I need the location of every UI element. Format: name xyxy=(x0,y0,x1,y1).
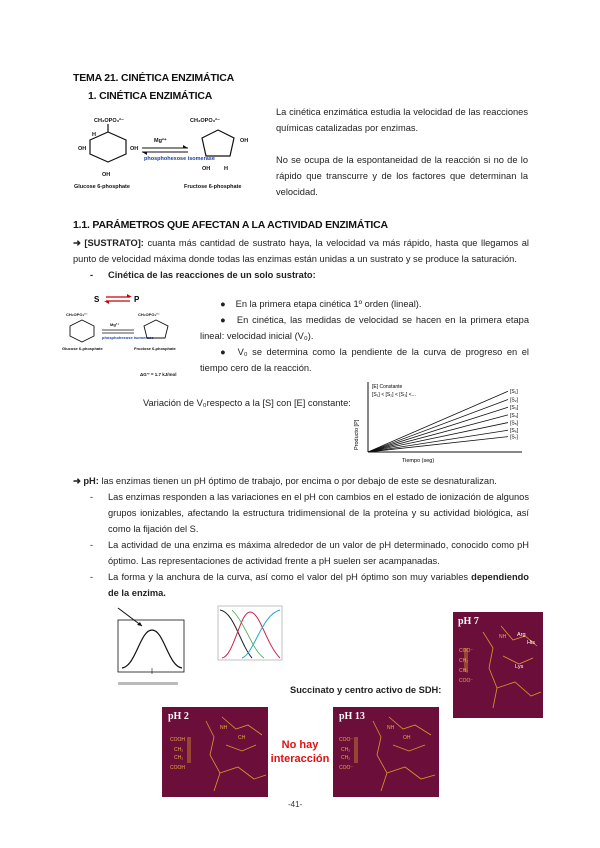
p-symbol: P xyxy=(134,295,140,304)
series-line-5 xyxy=(368,423,508,452)
section1-heading: 1. CINÉTICA ENZIMÁTICA xyxy=(88,90,213,102)
legend-order: [S₁] < [S₂] < [S₃] <... xyxy=(372,392,416,398)
ionization-curves-figure xyxy=(212,604,284,666)
series-label-5: [S₅] xyxy=(510,420,519,427)
glucose-h: H xyxy=(92,132,96,138)
fructose-oh-bottom: OH xyxy=(202,166,211,172)
ph2-structure xyxy=(162,707,268,797)
glucose-label: Glucose 6-phosphate xyxy=(74,184,130,190)
sp-glucose-label: Glucose 6-phosphate xyxy=(62,346,103,351)
ph7-nh: NH xyxy=(499,634,507,640)
bullet-item-2: ● En cinética, las medidas de velocidad se hacen en la primera etapa lineal: velocidad inicial (V₀). xyxy=(200,315,529,341)
intro-paragraph-1: La cinética enzimática estudia la velocidad de las reacciones químicas catalizadas por enzimas. xyxy=(276,107,528,133)
ph13-coo-1: COO⁻ xyxy=(339,737,354,743)
fructose-h: H xyxy=(224,166,228,172)
ph-list-item-1: - Las enzimas responden a las variaciones en el pH con cambios en el estado de ionización de algunos grupos ionizables, afectando la estructura tridimensional de la proteína y su actividad biológica, así como la fijación del S. xyxy=(90,489,529,537)
ph2-panel xyxy=(162,707,268,797)
ph7-ch2-1: CH₂ xyxy=(459,658,469,664)
ph2-ch2-2: CH₂ xyxy=(174,755,184,761)
glucose-fructose-reaction-figure xyxy=(72,106,272,194)
s-p-reaction-figure xyxy=(62,290,212,382)
ph-list-item-3: - La forma y la anchura de la curva, así como el valor del pH óptimo son muy variables dependiendo de la enzima. xyxy=(90,569,529,601)
legend-constant: [E] Constante xyxy=(372,384,403,390)
product-vs-time-chart xyxy=(338,378,532,464)
ph13-coo-2: COO⁻ xyxy=(339,765,354,771)
variation-text: Variación de V₀respecto a la [S] con [E] constante: xyxy=(143,398,351,408)
bullet-item-3: ● V₀ se determina como la pendiente de la curva de progreso en el tiempo cero de la reacción. xyxy=(200,347,529,373)
page-number: -41- xyxy=(288,800,303,809)
series-label-2: [S₂] xyxy=(510,397,519,404)
ph2-cooh-1: COOH xyxy=(170,737,185,743)
glucose-oh-right: OH xyxy=(130,146,139,152)
s-symbol: S xyxy=(94,295,100,304)
ph2-nh: NH xyxy=(220,725,228,731)
series-line-1 xyxy=(368,391,508,452)
series-line-3 xyxy=(368,407,508,452)
page-title: TEMA 21. CINÉTICA ENZIMÁTICA xyxy=(73,72,235,84)
sustrato-paragraph xyxy=(73,235,529,267)
kinetics-bullets xyxy=(200,296,529,376)
ph-intro-text: las enzimas tienen un pH óptimo de trabajo, por encima o por debajo de este se desnaturalizan. xyxy=(98,476,497,486)
bell-curve-line xyxy=(122,630,182,668)
activity-vs-ph-bell-curve xyxy=(106,604,192,688)
ph7-his: His xyxy=(527,640,535,646)
delta-g: ΔG'° = 1.7 kJ/mol xyxy=(140,372,177,377)
ph7-arg: Arg xyxy=(517,632,526,638)
series-label-4: [S₄] xyxy=(510,412,519,419)
ph7-coo-1: COO⁻ xyxy=(459,648,474,654)
sp-fructose-group: CH₂OPO₃²⁻ xyxy=(138,312,160,317)
ph13-ch2-1: CH₂ xyxy=(341,747,351,753)
glucose-group: CH₂OPO₃²⁻ xyxy=(94,118,124,124)
intro-paragraph-2: No se ocupa de la espontaneidad de la reacción si no de lo rápido que transcurre y de los factores que determinan la velocidad. xyxy=(276,155,528,197)
mg-cofactor: Mg²⁺ xyxy=(154,138,167,144)
sp-glucose-group: CH₂OPO₃²⁻ xyxy=(66,312,88,317)
pointer-arrow xyxy=(118,608,142,626)
no-interaction-label: No hay interacción xyxy=(270,739,330,765)
ph-intro xyxy=(73,473,529,489)
fructose-oh-right: OH xyxy=(240,138,249,144)
sp-cofactor: Mg²⁺ xyxy=(110,322,120,327)
ph13-oh: OH xyxy=(403,735,411,741)
ph7-ch2-2: CH₂ xyxy=(459,668,469,674)
sp-enzyme: phosphohexose isomerase xyxy=(102,335,154,340)
ph13-structure xyxy=(333,707,439,797)
ph7-coo-2: COO⁻ xyxy=(459,678,474,684)
ph13-nh: NH xyxy=(387,725,395,731)
succinato-caption: Succinato y centro activo de SDH: xyxy=(290,685,442,695)
ph-list xyxy=(90,489,529,601)
ph7-panel xyxy=(453,612,543,718)
ph-list-item-2: - La actividad de una enzima es máxima alrededor de un valor de pH determinado, conocido como pH óptimo. Las representaciones de actividad frente a pH suelen ser acampanadas. xyxy=(90,537,529,569)
ph13-panel xyxy=(333,707,439,797)
bell-xlabel-placeholder xyxy=(118,682,178,685)
ph2-ch2-1: CH₂ xyxy=(174,747,184,753)
series-label-7: [S₇] xyxy=(510,434,518,441)
ph13-ch2-2: CH₂ xyxy=(341,755,351,761)
sustrato-label: ➜ [SUSTRATO]: xyxy=(73,238,144,248)
ph7-lys: Lys xyxy=(515,664,524,670)
fructose-label: Fructose 6-phosphate xyxy=(184,184,242,190)
section11-heading: 1.1. PARÁMETROS QUE AFECTAN A LA ACTIVIDAD ENZIMÁTICA xyxy=(73,219,388,231)
enzyme-name: phosphohexose isomerase xyxy=(144,156,215,162)
fructose-ring xyxy=(202,130,234,156)
series-label-6: [S₆] xyxy=(510,428,519,435)
glucose-oh-left: OH xyxy=(78,146,87,152)
sustrato-text: cuanta más cantidad de sustrato haya, la velocidad va más rápido, hasta que llegamos al punto de velocidad máxima donde todas las enzimas están unidas a un sustrato y se produce la saturación. xyxy=(73,238,529,264)
bullet-item-1: ● En la primera etapa cinética 1º orden (lineal). xyxy=(220,299,422,309)
series-label-3: [S₃] xyxy=(510,405,519,412)
sp-fructose-label: Fructose 6-phosphate xyxy=(134,346,176,351)
ph7-structure xyxy=(453,612,543,718)
y-axis-label: Producto [P] xyxy=(354,419,360,450)
x-axis-label: Tiempo (seg) xyxy=(402,458,435,464)
ph2-title: pH 2 xyxy=(168,711,189,722)
series-label-1: [S₁] xyxy=(510,389,518,396)
ph2-ch: CH xyxy=(238,735,246,741)
fructose-group: CH₂OPO₃²⁻ xyxy=(190,118,220,124)
ph7-title: pH 7 xyxy=(458,616,479,627)
ph2-cooh-2: COOH xyxy=(170,765,185,771)
glucose-oh-bottom: OH xyxy=(102,172,111,178)
ph-label: ➜ pH: xyxy=(73,476,99,486)
subheading-one-substrate: - Cinética de las reacciones de un solo sustrato: xyxy=(90,270,316,280)
ph13-title: pH 13 xyxy=(339,711,365,722)
